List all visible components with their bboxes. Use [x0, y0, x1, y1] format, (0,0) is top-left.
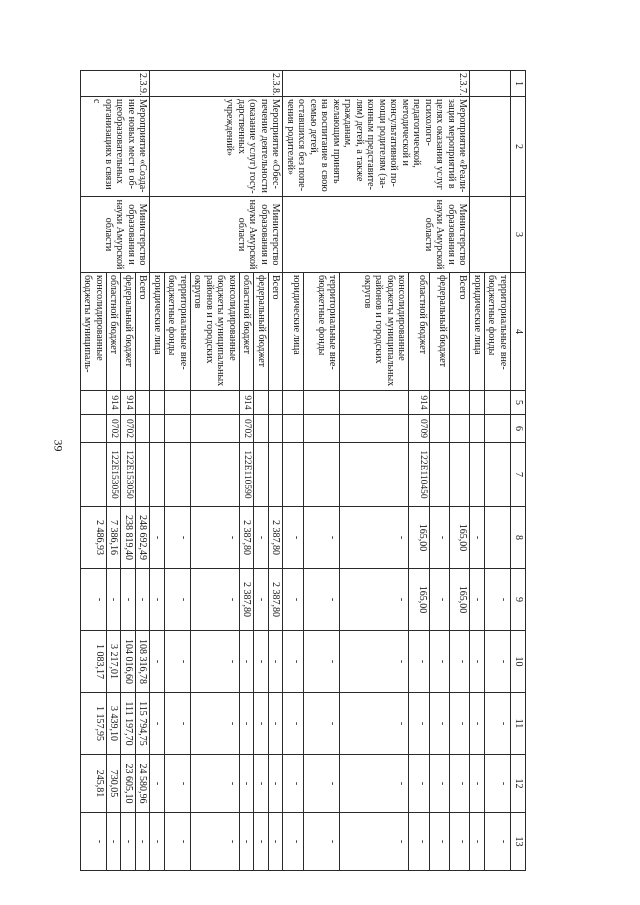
- value-cell: -: [470, 693, 485, 755]
- source-cell: юридические лица: [470, 273, 485, 391]
- value-cell: -: [165, 569, 191, 631]
- grbs-cell: [269, 391, 284, 415]
- csr-cell: [81, 443, 107, 507]
- csr-cell: [429, 443, 449, 507]
- value-cell: -: [254, 631, 269, 693]
- measure-name-cell: Мероприятие «Реализация мероприятий в целях оказания услуг психолого-педагогической, методической и консультативной помощи родителям (законным представителям) детей, а также гражданам, желающим принять на воспитание в свою семью детей, оставшихся без попечения родителей»: [283, 97, 470, 197]
- value-cell: 104 016,60: [121, 631, 136, 693]
- value-cell: 248 692,49: [136, 507, 151, 569]
- rzpr-cell: 0709: [409, 415, 429, 443]
- value-cell: 245,81: [81, 755, 107, 813]
- value-cell: -: [409, 813, 429, 871]
- grbs-cell: [165, 391, 191, 415]
- value-cell: -: [240, 693, 255, 755]
- value-cell: -: [485, 755, 511, 813]
- value-cell: -: [240, 631, 255, 693]
- measure-name-cell: [470, 97, 511, 197]
- value-cell: -: [470, 507, 485, 569]
- col-header: 3: [511, 197, 526, 273]
- document-page: [82, 70, 526, 870]
- rzpr-cell: [303, 415, 340, 443]
- value-cell: -: [283, 813, 303, 871]
- value-cell: -: [303, 813, 340, 871]
- value-cell: -: [429, 631, 449, 693]
- source-cell: территориальные внебюджетные фонды: [485, 273, 511, 391]
- value-cell: -: [409, 693, 429, 755]
- grbs-cell: [81, 391, 107, 415]
- value-cell: -: [136, 569, 151, 631]
- value-cell: -: [254, 569, 269, 631]
- csr-cell: [165, 443, 191, 507]
- rzpr-cell: [470, 415, 485, 443]
- csr-cell: 122E110450: [409, 443, 429, 507]
- rotated-table-container: [82, 70, 526, 870]
- rzpr-cell: [136, 415, 151, 443]
- rzpr-cell: [340, 415, 409, 443]
- measure-name-cell: Мероприятие «Создание новых мест в общеобразовательных организациях в связи с: [81, 97, 151, 197]
- value-cell: -: [450, 693, 470, 755]
- csr-cell: [303, 443, 340, 507]
- grbs-cell: [303, 391, 340, 415]
- value-cell: -: [409, 755, 429, 813]
- value-cell: -: [283, 507, 303, 569]
- value-cell: 165,00: [409, 507, 429, 569]
- value-cell: -: [470, 755, 485, 813]
- csr-cell: [470, 443, 485, 507]
- value-cell: -: [485, 813, 511, 871]
- measure-number-cell: 2.3.9.: [81, 71, 151, 97]
- rzpr-cell: [485, 415, 511, 443]
- value-cell: 2 387,80: [269, 569, 284, 631]
- executor-cell: Министерство образования и науки Амурской области: [81, 197, 151, 273]
- value-cell: -: [165, 813, 191, 871]
- value-cell: 730,05: [107, 755, 122, 813]
- value-cell: -: [81, 569, 107, 631]
- table-row: [485, 71, 511, 871]
- value-cell: -: [450, 813, 470, 871]
- value-cell: -: [191, 693, 240, 755]
- value-cell: -: [150, 755, 165, 813]
- csr-cell: [485, 443, 511, 507]
- value-cell: 23 605,10: [121, 755, 136, 813]
- col-header: 1: [511, 71, 526, 97]
- source-cell: федеральный бюджет: [121, 273, 136, 391]
- value-cell: -: [254, 813, 269, 871]
- value-cell: -: [470, 569, 485, 631]
- value-cell: 165,00: [450, 507, 470, 569]
- rzpr-cell: [283, 415, 303, 443]
- value-cell: -: [450, 755, 470, 813]
- grbs-cell: [340, 391, 409, 415]
- value-cell: -: [283, 755, 303, 813]
- value-cell: -: [121, 569, 136, 631]
- table-row: [136, 71, 151, 871]
- csr-cell: [136, 443, 151, 507]
- csr-cell: [450, 443, 470, 507]
- grbs-cell: [429, 391, 449, 415]
- col-header: 11: [511, 693, 526, 755]
- value-cell: -: [340, 755, 409, 813]
- value-cell: -: [429, 693, 449, 755]
- col-header: 10: [511, 631, 526, 693]
- source-cell: областной бюджет: [107, 273, 122, 391]
- table-row: [450, 71, 470, 871]
- value-cell: -: [107, 569, 122, 631]
- col-header: 4: [511, 273, 526, 391]
- measure-number-cell: 2.3.7.: [283, 71, 470, 97]
- source-cell: федеральный бюджет: [429, 273, 449, 391]
- value-cell: -: [150, 693, 165, 755]
- csr-cell: [269, 443, 284, 507]
- value-cell: -: [150, 507, 165, 569]
- grbs-cell: [150, 391, 165, 415]
- source-cell: консолидированные бюджеты муниципаль-: [81, 273, 107, 391]
- rzpr-cell: 0702: [107, 415, 122, 443]
- rzpr-cell: [450, 415, 470, 443]
- value-cell: -: [254, 693, 269, 755]
- value-cell: -: [240, 813, 255, 871]
- executor-cell: Министерство образования и науки Амурской области: [283, 197, 470, 273]
- executor-cell: [470, 197, 511, 273]
- csr-cell: [191, 443, 240, 507]
- rzpr-cell: [269, 415, 284, 443]
- grbs-cell: [136, 391, 151, 415]
- value-cell: 7 386,16: [107, 507, 122, 569]
- value-cell: -: [191, 569, 240, 631]
- grbs-cell: [283, 391, 303, 415]
- csr-cell: 122E110590: [240, 443, 255, 507]
- value-cell: -: [340, 813, 409, 871]
- grbs-cell: 914: [107, 391, 122, 415]
- value-cell: -: [150, 569, 165, 631]
- csr-cell: 122E153050: [121, 443, 136, 507]
- measure-number-cell: [470, 71, 511, 97]
- budget-table: [80, 70, 526, 871]
- value-cell: 165,00: [450, 569, 470, 631]
- value-cell: 115 794,75: [136, 693, 151, 755]
- value-cell: -: [303, 693, 340, 755]
- grbs-cell: 914: [240, 391, 255, 415]
- value-cell: 165,00: [409, 569, 429, 631]
- csr-cell: [254, 443, 269, 507]
- col-header: 6: [511, 415, 526, 443]
- value-cell: -: [121, 813, 136, 871]
- value-cell: -: [485, 631, 511, 693]
- value-cell: -: [450, 631, 470, 693]
- value-cell: -: [283, 631, 303, 693]
- rzpr-cell: [191, 415, 240, 443]
- value-cell: -: [429, 507, 449, 569]
- measure-name-cell: Мероприятие «Обеспечение деятельности (оказание услуг) государственных учреждений»: [150, 97, 283, 197]
- col-header: 8: [511, 507, 526, 569]
- csr-cell: [340, 443, 409, 507]
- value-cell: -: [240, 755, 255, 813]
- value-cell: -: [303, 631, 340, 693]
- rzpr-cell: [429, 415, 449, 443]
- value-cell: -: [470, 631, 485, 693]
- value-cell: -: [303, 507, 340, 569]
- source-cell: консолидированные бюджеты муниципальных районов и городских округов: [340, 273, 409, 391]
- value-cell: 2 387,80: [240, 507, 255, 569]
- value-cell: -: [470, 813, 485, 871]
- value-cell: -: [340, 569, 409, 631]
- grbs-cell: [485, 391, 511, 415]
- value-cell: -: [254, 755, 269, 813]
- value-cell: -: [81, 813, 107, 871]
- value-cell: -: [340, 693, 409, 755]
- source-cell: областной бюджет: [240, 273, 255, 391]
- value-cell: -: [165, 507, 191, 569]
- source-cell: Всего: [269, 273, 284, 391]
- value-cell: -: [150, 631, 165, 693]
- value-cell: [485, 507, 511, 569]
- col-header: 13: [511, 813, 526, 871]
- value-cell: -: [150, 813, 165, 871]
- source-cell: территориальные внебюджетные фонды: [165, 273, 191, 391]
- source-cell: Всего: [136, 273, 151, 391]
- rzpr-cell: [150, 415, 165, 443]
- source-cell: Всего: [450, 273, 470, 391]
- value-cell: 111 197,70: [121, 693, 136, 755]
- value-cell: -: [303, 569, 340, 631]
- value-cell: -: [485, 693, 511, 755]
- col-header: 9: [511, 569, 526, 631]
- table-body: [81, 71, 511, 871]
- value-cell: -: [191, 813, 240, 871]
- value-cell: -: [269, 755, 284, 813]
- col-header: 7: [511, 443, 526, 507]
- col-header: 2: [511, 97, 526, 197]
- value-cell: -: [107, 813, 122, 871]
- value-cell: -: [340, 507, 409, 569]
- value-cell: 3 439,10: [107, 693, 122, 755]
- value-cell: -: [269, 631, 284, 693]
- grbs-cell: 914: [121, 391, 136, 415]
- grbs-cell: [191, 391, 240, 415]
- value-cell: -: [165, 693, 191, 755]
- value-cell: -: [136, 813, 151, 871]
- table-row: [269, 71, 284, 871]
- grbs-cell: 914: [409, 391, 429, 415]
- grbs-cell: [470, 391, 485, 415]
- value-cell: -: [283, 569, 303, 631]
- value-cell: -: [409, 631, 429, 693]
- csr-cell: [283, 443, 303, 507]
- col-header: 12: [511, 755, 526, 813]
- csr-cell: 122E153050: [107, 443, 122, 507]
- column-number-row: [511, 71, 526, 871]
- rzpr-cell: 0702: [121, 415, 136, 443]
- value-cell: -: [283, 693, 303, 755]
- source-cell: федеральный бюджет: [254, 273, 269, 391]
- executor-cell: Министерство образования и науки Амурской области: [150, 197, 283, 273]
- value-cell: 2 387,80: [269, 507, 284, 569]
- value-cell: -: [269, 813, 284, 871]
- grbs-cell: [254, 391, 269, 415]
- value-cell: -: [429, 813, 449, 871]
- value-cell: 108 316,78: [136, 631, 151, 693]
- value-cell: -: [429, 755, 449, 813]
- col-header: 5: [511, 391, 526, 415]
- rzpr-cell: [165, 415, 191, 443]
- value-cell: -: [485, 569, 511, 631]
- page-number: 39: [51, 439, 66, 452]
- source-cell: юридические лица: [150, 273, 165, 391]
- value-cell: -: [429, 569, 449, 631]
- value-cell: -: [340, 631, 409, 693]
- value-cell: -: [191, 755, 240, 813]
- value-cell: -: [191, 631, 240, 693]
- rzpr-cell: 0702: [240, 415, 255, 443]
- value-cell: -: [165, 755, 191, 813]
- value-cell: 1 157,95: [81, 693, 107, 755]
- source-cell: областной бюджет: [409, 273, 429, 391]
- value-cell: 2 486,93: [81, 507, 107, 569]
- rzpr-cell: [81, 415, 107, 443]
- value-cell: -: [303, 755, 340, 813]
- source-cell: территориальные внебюджетные фонды: [303, 273, 340, 391]
- value-cell: 1 083,17: [81, 631, 107, 693]
- measure-number-cell: 2.3.8.: [150, 71, 283, 97]
- csr-cell: [150, 443, 165, 507]
- value-cell: -: [254, 507, 269, 569]
- value-cell: -: [191, 507, 240, 569]
- source-cell: юридические лица: [283, 273, 303, 391]
- rzpr-cell: [254, 415, 269, 443]
- value-cell: 24 580,96: [136, 755, 151, 813]
- source-cell: консолидированные бюджеты муниципальных районов и городских округов: [191, 273, 240, 391]
- value-cell: -: [269, 693, 284, 755]
- value-cell: -: [165, 631, 191, 693]
- value-cell: 3 217,01: [107, 631, 122, 693]
- value-cell: 238 819,40: [121, 507, 136, 569]
- value-cell: 2 387,80: [240, 569, 255, 631]
- grbs-cell: [450, 391, 470, 415]
